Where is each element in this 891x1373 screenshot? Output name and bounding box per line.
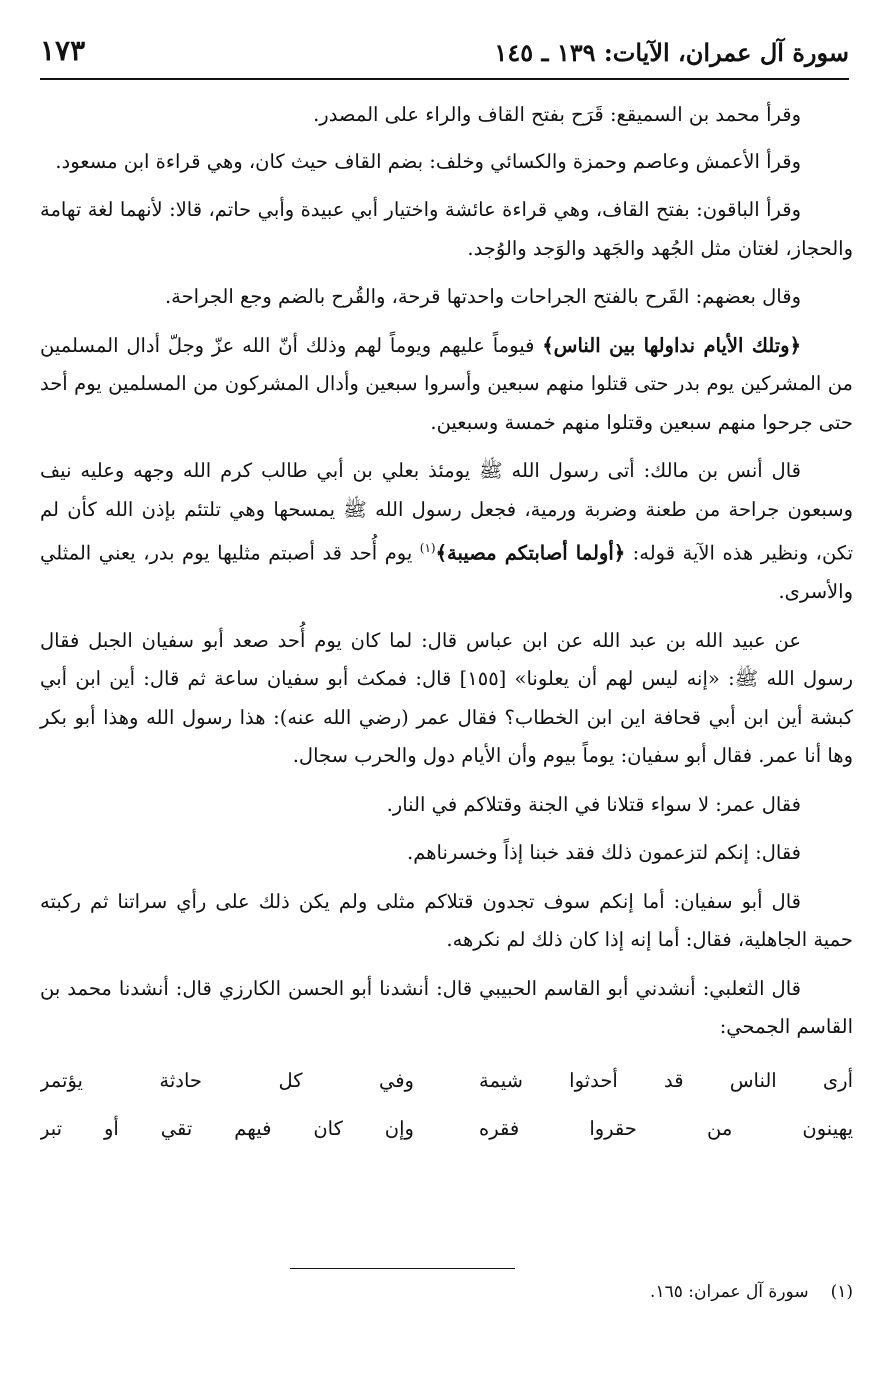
poem-line xyxy=(40,1057,853,1105)
paragraph xyxy=(40,883,853,960)
paragraph-text: قال أنس بن مالك: أتى رسول الله ﷺ يومئذ بعلي بن أبي طالب كرم الله وجهه وعليه نيف وسبعون جراحة من طعنة وضربة ورمية، فجعل رسول الله ﷺ يمسحها وهي تلتئم بإذن الله كأن لم تكن، ونظير هذه الآية قوله: xyxy=(40,459,854,565)
footnote xyxy=(40,1278,853,1306)
paragraph xyxy=(40,327,853,443)
paragraph-text: قال أبو سفيان: أما إنكم سوف تجدون قتلاكم مثلى ولم يكن ذلك على رأي سراتنا ثم ركبته حمية الجاهلية، فقال: أما إنه إذا كان ذلك لم نكرهه. xyxy=(40,889,853,951)
paragraph xyxy=(40,970,853,1047)
quran-verse: ﴿وتلك الأيام نداولها بين الناس﴾ xyxy=(542,333,802,357)
paragraph xyxy=(40,191,853,268)
paragraph-text: فقال: إنكم لتزعمون ذلك فقد خبنا إذاً وخسرناهم. xyxy=(407,841,801,864)
paragraph-text: عن عبيد الله بن عبد الله عن ابن عباس قال: لما كان يوم أُحد صعد أبو سفيان الجبل فقال رسول الله ﷺ: «إنه ليس لهم أن يعلونا» [١٥٥] قال: فمكث أبو سفيان ساعة ثم قال: أين ابن أبي كبشة أين ابن أبي قحافة اين ابن الخطاب؟ فقال عمر (رضي الله عنه): هذا رسول الله وهذا أبو بكر وها أنا عمر. فقال أبو سفيان: يوماً بيوم وأن الأيام دول والحرب سجال. xyxy=(40,628,853,767)
paragraph xyxy=(40,622,853,776)
paragraph-text: وقال بعضهم: القَرح بالفتح الجراحات واحدتها قرحة، والقُرح بالضم وجع الجراحة. xyxy=(164,285,801,308)
paragraph xyxy=(40,786,853,825)
paragraph-text: فيوماً عليهم ويوماً لهم وذلك أنّ الله عزّ وجلّ أدال المسلمين من المشركين يوم بدر حتى قتلوا منهم سبعين وأسروا سبعين وأدال المشركون من المسلمين يوم أحد حتى جرحوا منهم سبعين وقتلوا منهم خمسة وسبعين. xyxy=(40,333,853,434)
paragraph xyxy=(40,96,853,135)
poem-second-hemistich: وإن كان فيهم تقي أو تبر xyxy=(40,1116,414,1140)
poem-first-hemistich: يهينون من حقروا فقره xyxy=(479,1116,853,1140)
paragraph xyxy=(40,834,853,873)
page-number: ١٧٣ xyxy=(40,34,86,67)
paragraph-text: فقال عمر: لا سواء قتلانا في الجنة وقتلاكم في النار. xyxy=(386,792,801,816)
paragraph xyxy=(40,143,853,182)
poem-line xyxy=(40,1105,853,1153)
poem xyxy=(40,1057,853,1153)
paragraph-text: قال الثعلبي: أنشدني أبو القاسم الحبيبي قال: أنشدنا أبو الحسن الكارزي قال: أنشدنا محمد بن القاسم الجمحي: xyxy=(40,976,853,1038)
footnote-text: سورة آل عمران: ١٦٥. xyxy=(650,1282,809,1302)
paragraph-text: وقرأ الأعمش وعاصم وحمزة والكسائي وخلف: بضم القاف حيث كان، وهي قراءة ابن مسعود. xyxy=(55,149,801,173)
quran-verse: ﴿أولما أصابتكم مصيبة﴾ xyxy=(435,541,626,565)
paragraph xyxy=(40,452,853,612)
poem-second-hemistich: وفي كل حادثة يؤتمر xyxy=(40,1068,414,1092)
main-text xyxy=(40,96,853,1153)
paragraph-text: يوم أُحد قد أصبتم مثليها يوم بدر، يعني المثلي والأسرى. xyxy=(40,541,853,603)
running-header xyxy=(40,26,849,80)
paragraph xyxy=(40,278,853,317)
footnote-number: (١) xyxy=(830,1282,853,1302)
footnote-separator xyxy=(290,1268,515,1269)
paragraph-text: وقرأ الباقون: بفتح القاف، وهي قراءة عائشة واختيار أبي عبيدة وأبي حاتم، قالا: لأنهما لغة تهامة والحجاز، لغتان مثل الجُهد والجَهد والوَجد والوُجد. xyxy=(40,198,853,260)
paragraph-text: وقرأ محمد بن السميقع: قَرَح بفتح القاف والراء على المصدر. xyxy=(313,103,801,126)
footnote-marker: (١) xyxy=(419,541,436,555)
header-title: سورة آل عمران، الآيات: ١٣٩ ـ ١٤٥ xyxy=(494,38,849,67)
poem-first-hemistich: أرى الناس قد أحدثوا شيمة xyxy=(479,1068,853,1092)
